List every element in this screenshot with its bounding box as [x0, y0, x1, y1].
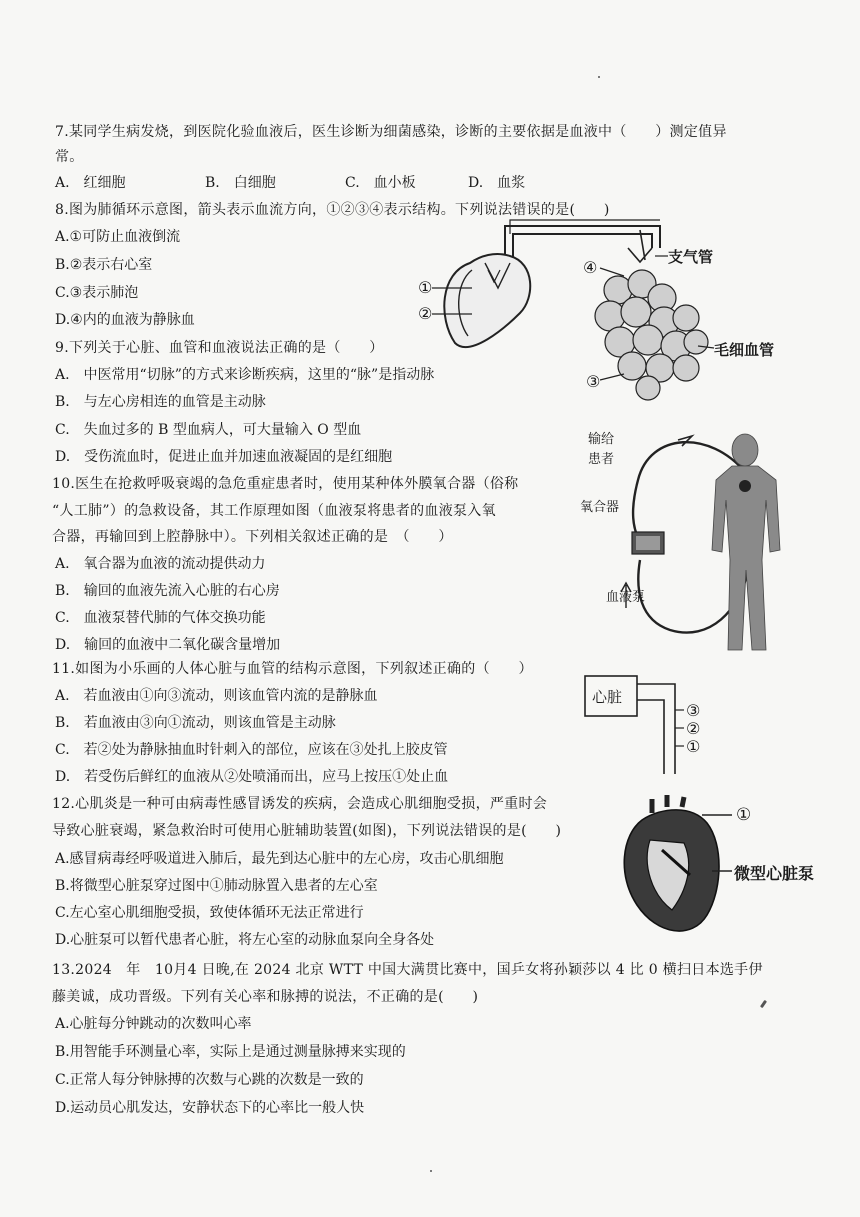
q10-option-a: A. 氧合器为血液的流动提供动力	[55, 556, 266, 572]
fig8-marker-3: ③	[586, 372, 601, 391]
q12-stem-line1: 12.心肌炎是一种可由病毒性感冒诱发的疾病，会造成心肌细胞受损，严重时会	[52, 796, 548, 812]
q8-stem: 8.图为肺循环示意图，箭头表示血流方向，①②③④表示结构。下列说法错误的是( )	[55, 202, 610, 218]
fig12-label-pump: 微型心脏泵	[734, 864, 815, 883]
fig10-label-oxygenator: 氧合器	[580, 500, 620, 515]
q12-option-b: B.将微型心脏泵穿过图中①肺动脉置入患者的左心室	[55, 878, 378, 894]
q11-option-d: D. 若受伤后鲜红的血液从②处喷涌而出，应马上按压①处止血	[55, 769, 449, 785]
q8-option-b: B.②表示右心室	[55, 257, 153, 273]
fig8-label-capillary: 毛细血管	[714, 341, 775, 359]
q9-option-b: B. 与左心房相连的血管是主动脉	[55, 394, 266, 410]
q9-option-c: C. 失血过多的 B 型血病人，可大量输入 O 型血	[55, 422, 362, 438]
q10-stem-line2: “人工肺”）的急救设备，其工作原理如图（血液泵将患者的血液泵入氧	[52, 503, 496, 519]
heart-vessel-figure	[580, 670, 730, 778]
q12-stem-line2: 导致心脏衰竭，紧急救治时可使用心脏辅助装置(如图)，下列说法错误的是( )	[52, 823, 562, 839]
q10-option-d: D. 输回的血液中二氧化碳含量增加	[55, 637, 281, 653]
scan-speck	[430, 1170, 432, 1172]
q13-option-b: B.用智能手环测量心率，实际上是通过测量脉搏来实现的	[55, 1044, 406, 1060]
q13-option-c: C.正常人每分钟脉搏的次数与心跳的次数是一致的	[55, 1072, 364, 1088]
q12-option-a: A.感冒病毒经呼吸道进入肺后，最先到达心脏中的左心房，攻击心肌细胞	[55, 851, 504, 867]
ecmo-figure	[580, 420, 810, 655]
fig10-label-to-patient-1: 输给	[588, 432, 615, 447]
fig8-label-bronchus: 支气管	[668, 248, 714, 266]
fig11-label-heart: 心脏	[592, 688, 623, 706]
q13-stem-line2: 藤美诚，成功晋级。下列有关心率和脉搏的说法，不正确的是( )	[52, 989, 479, 1005]
q13-option-d: D.运动员心肌发达，安静状态下的心率比一般人快	[55, 1100, 365, 1116]
fig11-marker-2: ②	[686, 719, 701, 738]
q12-option-c: C.左心室心肌细胞受损，致使体循环无法正常进行	[55, 905, 364, 921]
q11-option-c: C. 若②处为静脉抽血时针刺入的部位，应该在③处扎上胶皮管	[55, 742, 448, 758]
q7-stem-line1: 7.某同学生病发烧，到医院化验血液后，医生诊断为细菌感染，诊断的主要依据是血液中（ ）测定值异	[55, 124, 727, 140]
fig11-marker-3: ③	[686, 701, 701, 720]
q7-stem-line2: 常。	[55, 149, 84, 165]
q10-stem-line3: 合器，再输回到上腔静脉中）。下列相关叙述正确的是 （ ）	[52, 529, 453, 545]
q8-option-c: C.③表示肺泡	[55, 285, 139, 301]
q11-option-a: A. 若血液由①向③流动，则该血管内流的是静脉血	[55, 688, 378, 704]
q13-option-a: A.心脏每分钟跳动的次数叫心率	[55, 1016, 252, 1032]
fig8-marker-1: ①	[418, 278, 433, 297]
fig12-marker-1: ①	[736, 805, 752, 825]
pulmonary-circulation-figure	[410, 218, 805, 408]
q7-option-a: A. 红细胞	[55, 175, 126, 191]
q13-stem-line1: 13.2024 年 10月4 日晚,在 2024 北京 WTT 中国大满贯比赛中，国乒女将孙颖莎以 4 比 0 横扫日本选手伊	[52, 962, 763, 978]
q8-option-a: A.①可防止血液倒流	[55, 229, 181, 245]
ecmo-svg	[580, 420, 810, 655]
q7-option-c: C. 血小板	[345, 175, 416, 191]
pulmonary-circulation-svg	[410, 218, 805, 408]
q7-option-d: D. 血浆	[468, 175, 526, 191]
q10-option-b: B. 输回的血液先流入心脏的右心房	[55, 583, 280, 599]
heart-pump-figure	[612, 795, 832, 945]
fig8-marker-4: ④	[583, 258, 598, 277]
fig10-label-pump: 血液泵	[606, 590, 646, 605]
q10-stem-line1: 10.医生在抢救呼吸衰竭的急危重症患者时，使用某种体外膜氧合器（俗称	[52, 476, 519, 492]
scan-speck	[598, 76, 600, 78]
q9-option-d: D. 受伤流血时，促进止血并加速血液凝固的是红细胞	[55, 449, 393, 465]
q9-stem: 9.下列关于心脏、血管和血液说法正确的是（ ）	[55, 340, 384, 356]
q11-stem: 11.如图为小乐画的人体心脏与血管的结构示意图，下列叙述正确的（ ）	[52, 661, 533, 677]
fig10-label-to-patient-2: 患者	[588, 452, 615, 467]
q12-option-d: D.心脏泵可以暂代患者心脏，将左心室的动脉血泵向全身各处	[55, 932, 435, 948]
q11-option-b: B. 若血液由③向①流动，则该血管是主动脉	[55, 715, 336, 731]
q9-option-a: A. 中医常用“切脉”的方式来诊断疾病，这里的“脉”是指动脉	[55, 367, 435, 383]
q8-option-d: D.④内的血液为静脉血	[55, 312, 195, 328]
fig8-marker-2: ②	[418, 304, 433, 323]
q10-option-c: C. 血液泵替代肺的气体交换功能	[55, 610, 266, 626]
fig11-marker-1: ①	[686, 737, 701, 756]
scan-speck	[760, 1000, 767, 1008]
q7-option-b: B. 白细胞	[205, 175, 276, 191]
